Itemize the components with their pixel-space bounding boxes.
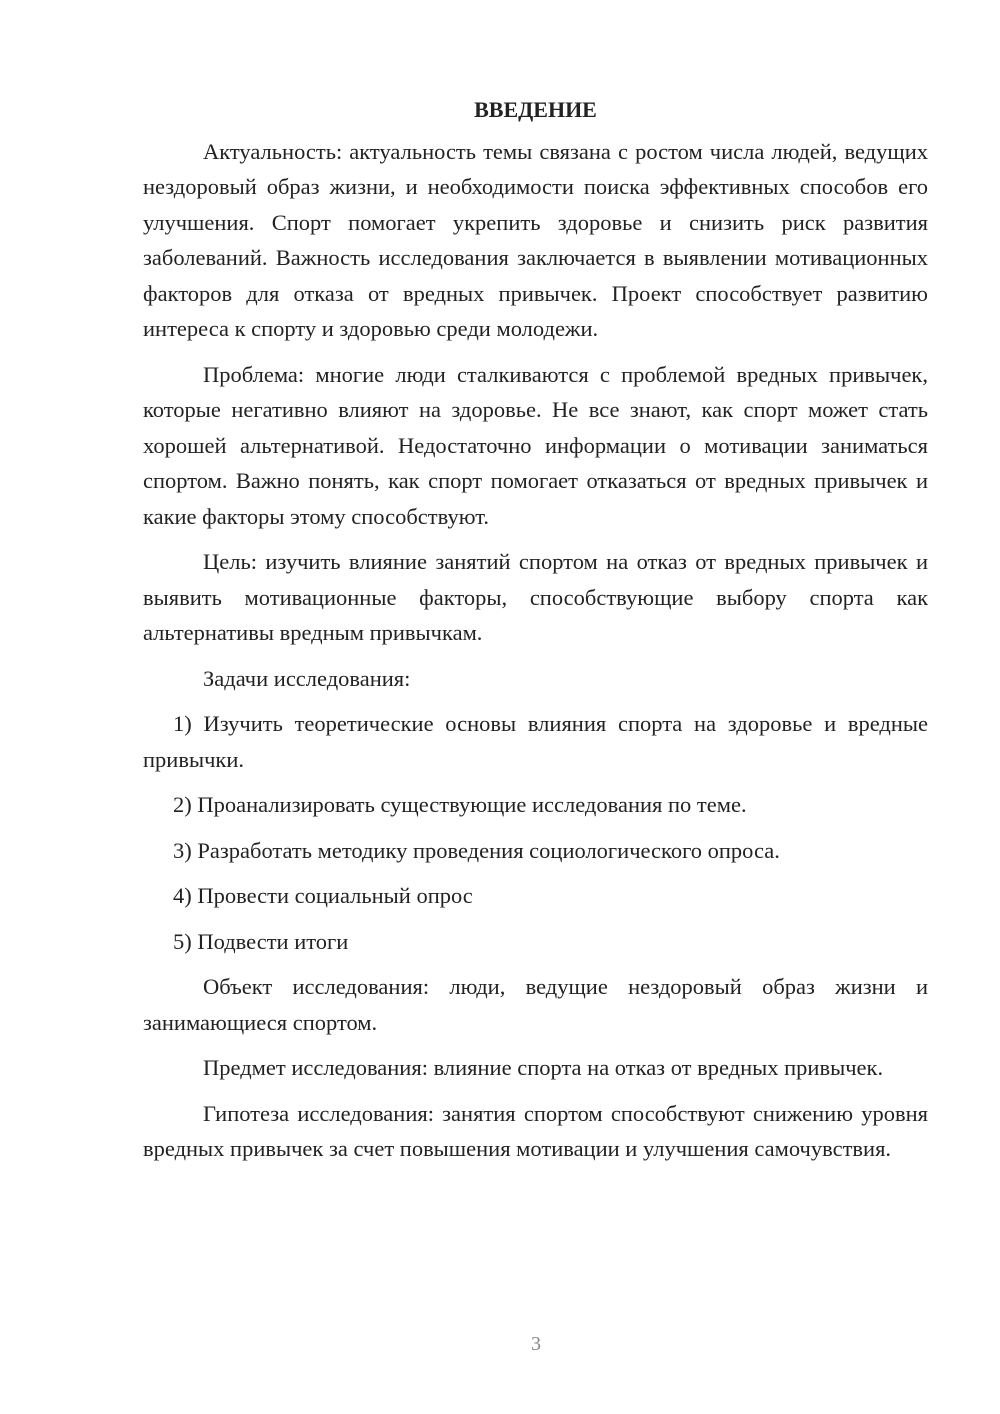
relevance-paragraph: Актуальность: актуальность темы связана с ростом числа людей, ведущих нездоровый образ жизни, и необходимости поиска эффективных способов его улучшения. Спорт помогает укрепить здоровье и снизить риск развития заболеваний. Важность исследования заключается в выявлении мотивационных факторов для отказа от вредных привычек. Проект способствует развитию интереса к спорту и здоровью среди молодежи. (143, 138, 928, 341)
goal-paragraph: Цель: изучить влияние занятий спортом на отказ от вредных привычек и выявить мотивационные факторы, способствующие выбору спорта как альтернативы вредным привычкам. (143, 549, 928, 645)
tasks-title: Задачи исследования: (203, 665, 411, 691)
subject-paragraph: Предмет исследования: влияние спорта на отказ от вредных привычек. (203, 1055, 884, 1080)
task-item: 1) Изучить теоретические основы влияния спорта на здоровье и вредные привычки. (143, 711, 928, 772)
task-item: 4) Провести социальный опрос (173, 883, 473, 908)
page-content (143, 92, 928, 1167)
object-paragraph: Объект исследования: люди, ведущие нездоровый образ жизни и занимающиеся спортом. (143, 974, 928, 1035)
task-item: 2) Проанализировать существующие исследования по теме. (173, 792, 747, 817)
problem-paragraph: Проблема: многие люди сталкиваются с проблемой вредных привычек, которые негативно влияют на здоровье. Не все знают, как спорт может стать хорошей альтернативой. Недостаточно информации о мотивации заниматься спортом. Важно понять, как спорт помогает отказаться от вредных привычек и какие факторы этому способствуют. (143, 361, 928, 529)
page-number: 3 (531, 1333, 541, 1355)
section-heading: ВВЕДЕНИЕ (474, 97, 597, 122)
hypothesis-paragraph: Гипотеза исследования: занятия спортом способствуют снижению уровня вредных привычек за счет повышения мотивации и улучшения самочувствия. (143, 1100, 928, 1161)
task-item: 3) Разработать методику проведения социологического опроса. (173, 837, 780, 863)
task-item: 5) Подвести итоги (173, 928, 349, 954)
